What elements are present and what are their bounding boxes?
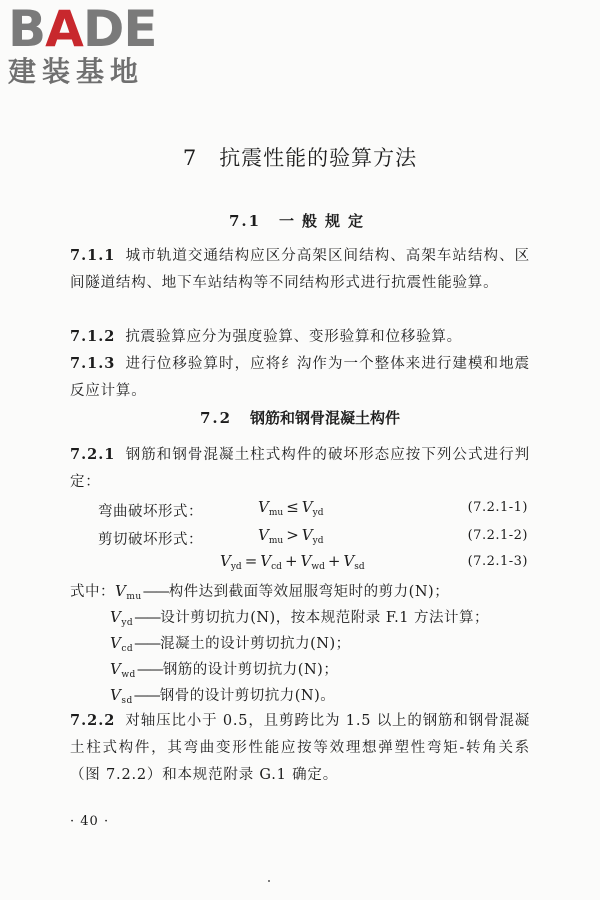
clause-number: 7.1.2 [70, 328, 116, 345]
logo-wordmark: BADE [8, 0, 157, 58]
section-heading-7-1 [0, 210, 600, 231]
chapter-title [0, 142, 600, 172]
clause-text: 钢筋和钢骨混凝土柱式构件的破坏形态应按下列公式进行判定： [70, 447, 530, 490]
clause-number: 7.2.2 [70, 712, 116, 729]
clause-7-1-3 [70, 350, 530, 405]
formula-7-2-1-2 [70, 526, 530, 550]
section-number: 7.1 [228, 212, 262, 230]
clause-7-1-1 [70, 242, 530, 297]
formula-number: (7.2.1-2) [467, 528, 528, 543]
formula-7-2-1-1 [70, 498, 530, 522]
definition-item: $V_{yd}——$设计剪切抗力(N)，按本规范附录 F.1 方法计算； [110, 608, 490, 628]
clause-text: 抗震验算应分为强度验算、变形验算和位移验算。 [125, 329, 462, 345]
bade-logo [8, 0, 183, 88]
formula-number: (7.2.1-3) [467, 554, 528, 569]
section-title: 钢筋和钢骨混凝土构件 [250, 409, 401, 427]
formula-expression: $V_{mu} \le V_{yd}$ [258, 498, 324, 518]
formula-number: (7.2.1-1) [467, 500, 528, 515]
page-number: · 40 · [70, 814, 110, 829]
formula-expression: $V_{yd} = V_{cd} + V_{wd} + V_{sd}$ [220, 552, 365, 572]
logo-accent-letter: A [45, 0, 83, 58]
clause-text: 城市轨道交通结构应区分高架区间结构、高架车站结构、区间隧道结构、地下车站结构等不同结构形式进行抗震性能验算。 [70, 248, 530, 291]
section-heading-7-2 [0, 407, 600, 428]
formula-7-2-1-3 [70, 552, 530, 576]
definition-lead: 式中： [70, 584, 115, 600]
chapter-title-text: 抗震性能的验算方法 [219, 146, 418, 170]
section-title: 一般规定 [279, 212, 372, 230]
section-number: 7.2 [199, 409, 233, 427]
clause-number: 7.1.1 [70, 247, 116, 264]
clause-7-2-1 [70, 441, 530, 496]
chapter-number: 7 [182, 146, 198, 170]
definition-item: $V_{cd}——$混凝土的设计剪切抗力(N)； [110, 634, 351, 654]
clause-7-1-2 [70, 323, 530, 351]
clause-text: 对轴压比小于 0.5，且剪跨比为 1.5 以上的钢筋和钢骨混凝土柱式构件，其弯曲变形性能应按等效理想弹塑性弯矩-转角关系（图 7.2.2）和本规范附录 G.1 确定。 [70, 713, 530, 783]
logo-subtitle: 建装基地 [8, 55, 145, 88]
clause-text: 进行位移验算时，应将纟沟作为一个整体来进行建模和地震反应计算。 [70, 356, 530, 399]
clause-number: 7.1.3 [70, 355, 116, 372]
scan-speck [268, 880, 270, 882]
symbol-definitions [70, 578, 540, 708]
definition-item: $V_{wd}——$钢筋的设计剪切抗力(N)； [110, 660, 339, 680]
definition-item: $V_{sd}——$钢骨的设计剪切抗力(N)。 [110, 686, 336, 706]
formula-expression: $V_{mu} > V_{yd}$ [258, 526, 324, 546]
formula-label: 剪切破坏形式： [98, 532, 203, 548]
clause-7-2-2 [70, 707, 530, 789]
definition-item: 式中：$V_{mu}——$构件达到截面等效屈服弯矩时的剪力(N)； [70, 582, 450, 602]
clause-number: 7.2.1 [70, 446, 116, 463]
formula-label: 弯曲破坏形式： [98, 504, 203, 520]
